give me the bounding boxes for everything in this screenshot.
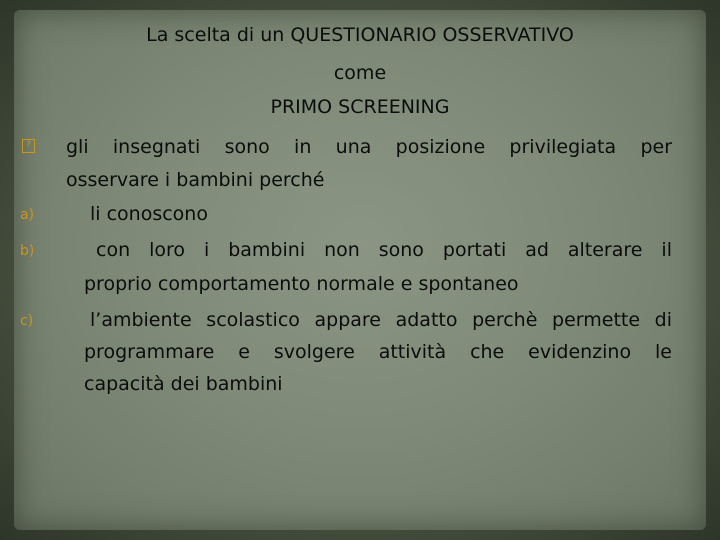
item-a-line-1: li conoscono	[90, 203, 208, 225]
bullet-text-line-2: osservare i bambini perché	[66, 169, 325, 191]
item-c-line-2: programmare e svolgere attività che evidenzino le	[84, 341, 672, 363]
item-b-line-1: con loro i bambini non sono portati ad alterare il	[96, 239, 672, 261]
item-c-line-1: l’ambiente scolastico appare adatto perchè permette di	[90, 309, 672, 331]
slide-panel	[14, 10, 706, 530]
item-marker-b: b)	[20, 243, 35, 259]
slide-title-line-2: come	[333, 62, 387, 84]
item-marker-c: c)	[20, 313, 34, 329]
slide-title-line-3: PRIMO SCREENING	[270, 96, 450, 118]
item-c-line-3: capacità dei bambini	[84, 373, 283, 395]
bullet-text-line-1: gli insegnati sono in una posizione privilegiata per	[66, 136, 672, 158]
bullet-glyph-icon: ?	[22, 139, 35, 153]
slide-title-line-1: La scelta di un QUESTIONARIO OSSERVATIVO	[146, 24, 574, 46]
item-marker-a: a)	[20, 207, 35, 223]
item-b-line-2: proprio comportamento normale e spontaneo	[84, 273, 519, 295]
